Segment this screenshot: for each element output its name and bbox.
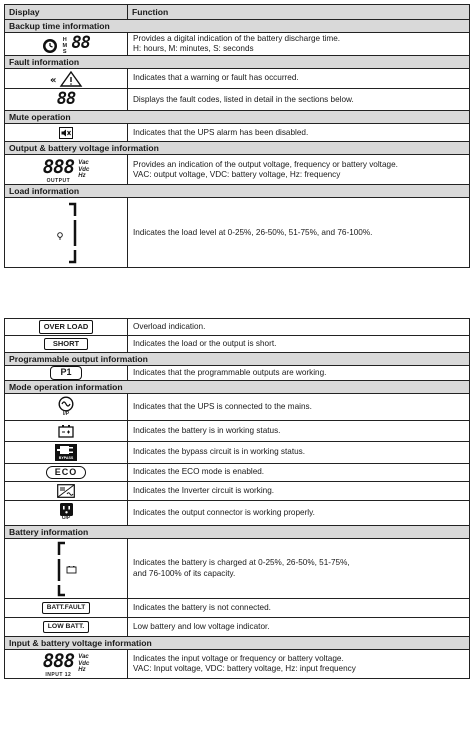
output-connector-caption: O/P [61, 515, 71, 522]
bypass-display [5, 442, 128, 464]
p1-label: P1 [50, 366, 81, 379]
mains-caption: I/P [62, 410, 70, 417]
fault-code-digits: 88 [56, 89, 76, 109]
overload-label: OVER LOAD [39, 320, 94, 333]
svg-text:«: « [50, 74, 57, 86]
bypass-description: Indicates the bypass circuit is in working status. [128, 442, 470, 464]
load-bar-icon [51, 202, 81, 264]
mute-description: Indicates that the UPS alarm has been disabled. [128, 124, 470, 142]
input-voltage-digits: 888 [42, 650, 75, 672]
inverter-display [5, 482, 128, 501]
bypass-caption: BYPASS [58, 456, 74, 460]
eco-label: ECO [46, 466, 87, 479]
battery-charge-description: Indicates the battery is charged at 0-25%, 26-50%, 51-75%, and 76-100% of its capacity. [128, 539, 470, 599]
battery-mode-display [5, 421, 128, 442]
backup-time-display [5, 33, 128, 56]
short-display [5, 336, 128, 353]
backup-time-description: Provides a digital indication of the battery discharge time. H: hours, M: minutes, S: seconds [128, 33, 470, 56]
clock-icon [42, 38, 58, 54]
load-level-display [5, 198, 128, 268]
ac-mains-icon [58, 396, 74, 412]
output-voltage-display [5, 155, 128, 185]
display-table-part2 [4, 318, 470, 679]
battery-fault-description: Indicates the battery is not connected. [128, 599, 470, 618]
output-voltage-digits: 888 [42, 155, 75, 178]
time-digits: 88 [71, 33, 90, 54]
low-battery-description: Low battery and low voltage indicator. [128, 618, 470, 637]
section-programmable-output: Programmable output information [5, 353, 470, 366]
eco-display [5, 464, 128, 482]
battery-mode-description: Indicates the battery is in working status. [128, 421, 470, 442]
section-mode-operation: Mode operation information [5, 381, 470, 394]
short-label: SHORT [44, 338, 88, 349]
input-caption: INPUT 12 [45, 671, 72, 678]
eco-description: Indicates the ECO mode is enabled. [128, 464, 470, 482]
overload-description: Overload indication. [128, 319, 470, 336]
output-connector-display [5, 501, 128, 526]
output-voltage-description: Provides an indication of the output voltage, frequency or battery voltage. VAC: output voltage, VDC: battery voltage, Hz: frequency [128, 155, 470, 185]
input-voltage-display [5, 650, 128, 679]
battery-fault-display [5, 599, 128, 618]
section-backup-time: Backup time information [5, 20, 470, 33]
section-load: Load information [5, 185, 470, 198]
short-description: Indicates the load or the output is short. [128, 336, 470, 353]
inverter-icon [57, 484, 75, 498]
header-function: Function [128, 5, 470, 20]
inverter-description: Indicates the Inverter circuit is working. [128, 482, 470, 501]
load-description: Indicates the load level at 0-25%, 26-50%, 51-75%, and 76-100%. [128, 198, 470, 268]
mute-display [5, 124, 128, 142]
output-units: Vac Vdc Hz [78, 160, 90, 179]
input-units: Vac Vdc Hz [78, 654, 90, 674]
mains-description: Indicates that the UPS is connected to the mains. [128, 394, 470, 421]
section-battery: Battery information [5, 526, 470, 539]
fault-code-description: Displays the fault codes, listed in detail in the sections below. [128, 89, 470, 111]
fault-code-display [5, 89, 128, 111]
warning-display [5, 69, 128, 89]
section-mute: Mute operation [5, 111, 470, 124]
warning-description: Indicates that a warning or fault has occurred. [128, 69, 470, 89]
input-voltage-description: Indicates the input voltage or frequency or battery voltage. VAC: Input voltage, VDC: battery voltage, Hz: input frequency [128, 650, 470, 679]
battery-icon [58, 424, 74, 438]
warning-icon [48, 71, 84, 87]
low-battery-label: LOW BATT. [43, 621, 90, 633]
programmable-description: Indicates that the programmable outputs are working. [128, 366, 470, 381]
overload-display [5, 319, 128, 336]
mute-speaker-icon [59, 127, 73, 139]
mains-display [5, 394, 128, 421]
section-output-voltage: Output & battery voltage information [5, 142, 470, 155]
battery-fault-label: BATT.FAULT [42, 602, 90, 614]
hms-labels: H M S [62, 36, 68, 55]
section-input-voltage: Input & battery voltage information [5, 637, 470, 650]
bypass-plug-icon [55, 444, 77, 456]
section-fault: Fault information [5, 56, 470, 69]
output-connector-description: Indicates the output connector is working properly. [128, 501, 470, 526]
output-caption: OUTPUT [46, 177, 71, 184]
battery-charge-display [5, 539, 128, 599]
header-display: Display [5, 5, 128, 20]
low-battery-display [5, 618, 128, 637]
programmable-display [5, 366, 128, 381]
battery-level-icon [51, 541, 81, 597]
display-table-part1 [4, 4, 470, 268]
